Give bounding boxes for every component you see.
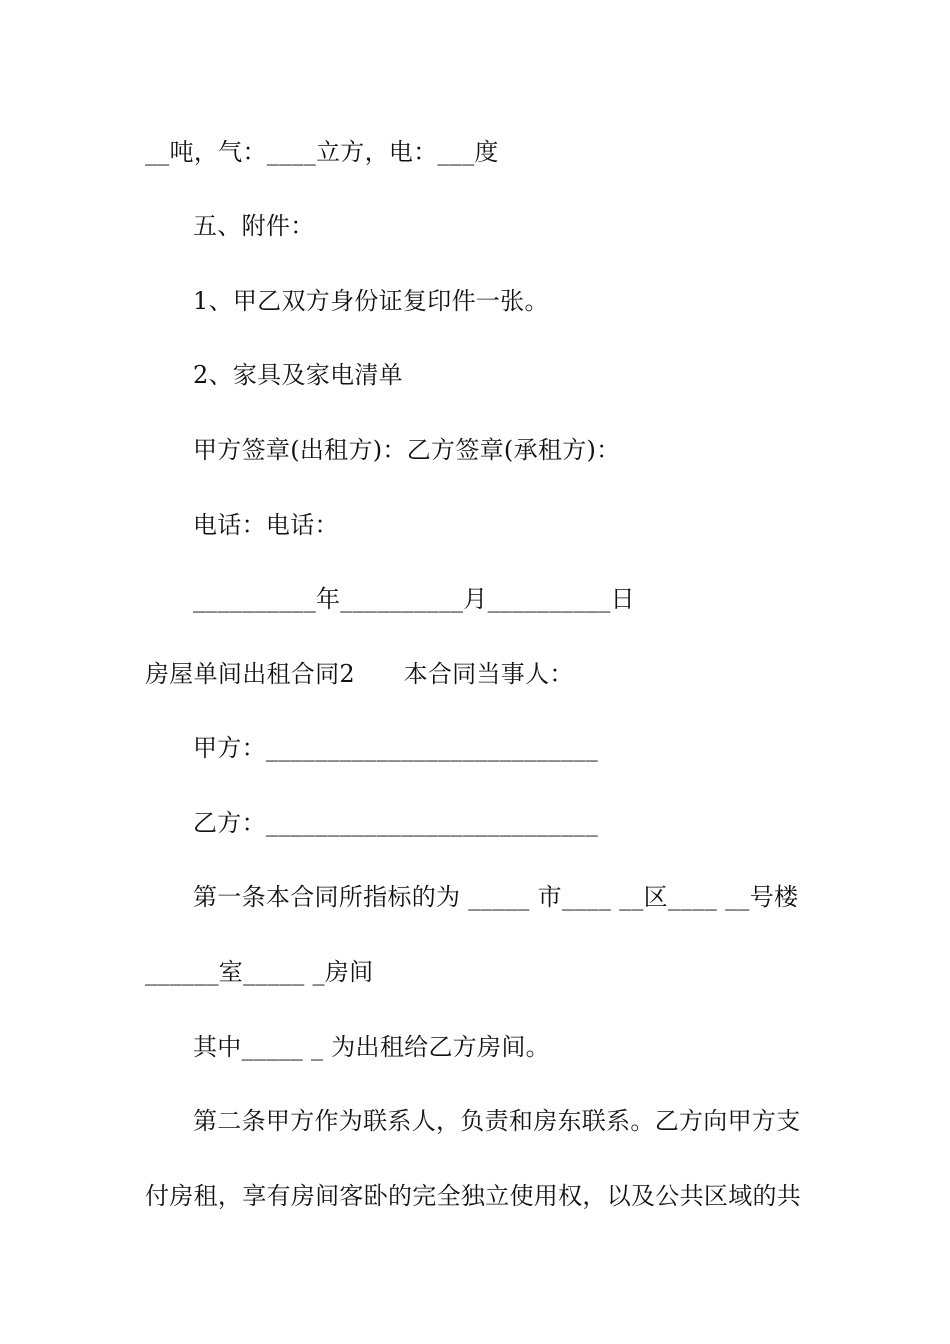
article-two-continuation: 付房租，享有房间客卧的完全独立使用权，以及公共区域的共 [145, 1182, 802, 1210]
contract-title-line: 房屋单间出租合同2 本合同当事人： [145, 660, 574, 688]
phone-line: 电话：电话： [193, 511, 339, 539]
article-one-line: 第一条本合同所指标的为 _____ 市____ __区____ __号楼 [193, 883, 799, 911]
party-b-line: 乙方：___________________________ [193, 809, 598, 837]
section-five-heading: 五、附件： [193, 212, 315, 240]
article-one-continuation: ______室_____ _房间 [145, 958, 374, 986]
attachment-item-1: 1、甲乙双方身份证复印件一张。 [193, 287, 549, 315]
article-two-line: 第二条甲方作为联系人，负责和房东联系。乙方向甲方支 [193, 1107, 801, 1135]
rental-room-line: 其中_____ _ 为出租给乙方房间。 [193, 1033, 550, 1061]
date-line: __________年__________月__________日 [193, 585, 635, 613]
attachment-item-2: 2、家具及家电清单 [193, 361, 403, 389]
party-a-line: 甲方：___________________________ [193, 734, 598, 762]
signature-line: 甲方签章(出租方)：乙方签章(承租方)： [193, 436, 621, 464]
utility-readings-line: __吨，气：____立方，电：___度 [145, 138, 499, 166]
